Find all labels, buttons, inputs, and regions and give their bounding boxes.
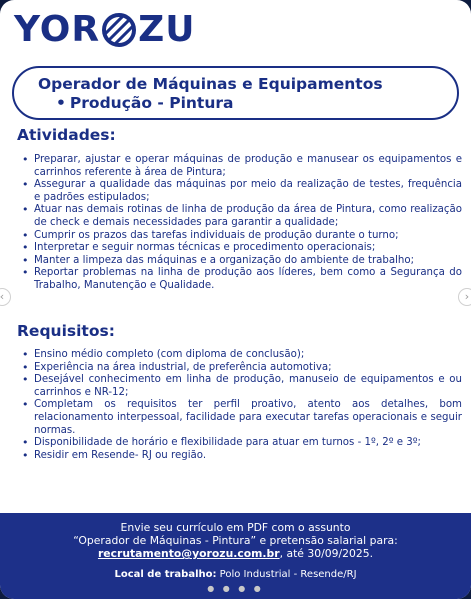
work-location xyxy=(0,568,471,581)
job-subtitle-text: Produção - Pintura xyxy=(69,94,234,112)
carousel-next-button[interactable]: › xyxy=(458,288,471,306)
subtitle-bullet: • xyxy=(56,94,66,112)
work-location-value: Polo Industrial - Resende/RJ xyxy=(216,569,357,580)
requisitos-list xyxy=(22,349,462,462)
carousel-dots[interactable]: ● ● ● ● xyxy=(207,584,264,593)
list-item: • Disponibilidade de horário e flexibilidade para atuar em turnos - 1º, 2º e 3º; xyxy=(22,437,462,450)
yorozu-logo xyxy=(14,6,195,52)
logo-text-right: ZU xyxy=(138,8,196,50)
footer-deadline: , até 30/09/2025. xyxy=(279,547,374,560)
footer-instruction-2: “Operador de Máquinas - Pintura” e pretensão salarial para: xyxy=(73,534,398,547)
work-location-label: Local de trabalho: xyxy=(114,569,217,580)
requisitos-heading: Requisitos: xyxy=(17,322,115,340)
recruitment-email-link[interactable]: recrutamento@yorozu.com.br xyxy=(97,547,280,560)
list-item: • Cumprir os prazos das tarefas individuais de produção durante o turno; xyxy=(22,230,462,243)
list-item: • Experiência na área industrial, de preferência automotiva; xyxy=(22,362,462,375)
list-item: • Atuar nas demais rotinas de linha de produção da área de Pintura, como realização de check e demais necessidades para garantir a qualidade; xyxy=(22,204,462,229)
carousel-prev-button[interactable]: ‹ xyxy=(0,288,11,306)
footer-instruction-1: Envie seu currículo em PDF com o assunto xyxy=(120,521,351,534)
list-item: • Completam os requisitos ter perfil proativo, atento aos detalhes, bom relacionamento interpessoal, facilidade para executar tarefas operacionais e seguir normas. xyxy=(22,399,462,437)
list-item: • Manter a limpeza das máquinas e a organização do ambiente de trabalho; xyxy=(22,255,462,268)
list-item: • Assegurar a qualidade das máquinas por meio da realização de testes, frequência e padrões estipulados; xyxy=(22,179,462,204)
logo-text-left: YOR xyxy=(14,8,101,50)
list-item: • Preparar, ajustar e operar máquinas de produção e manusear os equipamentos e carrinhos referente à área de Pintura; xyxy=(22,154,462,179)
logo-striped-o-icon xyxy=(102,13,136,47)
atividades-heading: Atividades: xyxy=(17,126,116,144)
job-title-box xyxy=(12,66,459,120)
list-item: • Desejável conhecimento em linha de produção, manuseio de equipamentos e ou carrinhos e NR-12; xyxy=(22,374,462,399)
list-item: • Reportar problemas na linha de produção aos líderes, bem como a Segurança do Trabalho, Manutenção e Qualidade. xyxy=(22,267,462,292)
job-subtitle xyxy=(38,94,439,113)
list-item: • Ensino médio completo (com diploma de conclusão); xyxy=(22,349,462,362)
atividades-list xyxy=(22,154,462,293)
job-title: Operador de Máquinas e Equipamentos xyxy=(38,75,383,93)
list-item: • Residir em Resende- RJ ou região. xyxy=(22,450,462,463)
footer-contact xyxy=(0,547,471,560)
list-item: • Interpretar e seguir normas técnicas e procedimento operacionais; xyxy=(22,242,462,255)
